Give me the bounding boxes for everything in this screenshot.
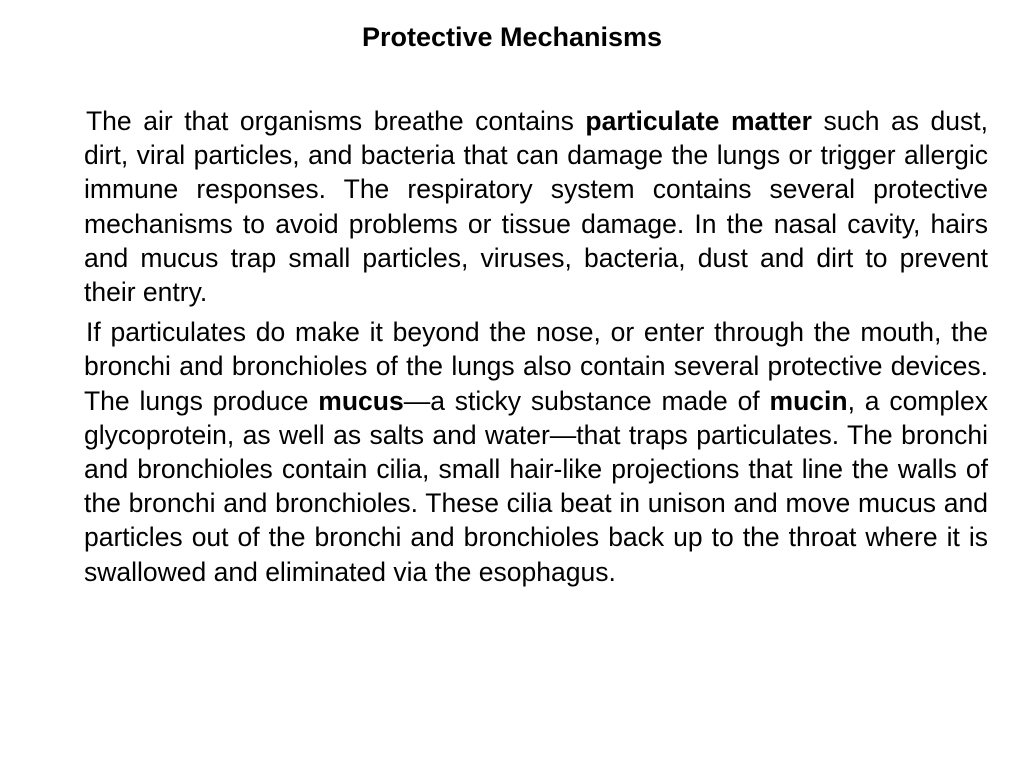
paragraph-protective-devices [84, 315, 988, 589]
term-particulate-matter: particulate matter [585, 106, 812, 136]
paragraph-text: —a sticky substance made of [403, 385, 770, 416]
paragraph-text: such as dust, dirt, viral particles, and bacteria that can damage the lungs or trigger allergic immune responses. The respiratory system contains several protective mechanisms to avoid problems or tissue damage. In the nasal cavity, hairs and mucus trap small particles, viruses, bacteria, dust and dirt to prevent their entry. [84, 106, 988, 308]
slide-body [84, 104, 988, 595]
paragraph-text: If particulates do make it beyond the nose, or enter through the mouth, the bronchi and bronchioles of the lungs also contain several protective devices. The lungs produce [84, 317, 988, 416]
term-mucus: mucus [318, 385, 404, 416]
term-mucin: mucin [769, 385, 848, 416]
paragraph-text: The air that organisms breathe contains [86, 106, 586, 136]
paragraph-particulate-matter [84, 104, 988, 309]
paragraph-text: , a complex glycoprotein, as well as salts and water—that traps particulates. The bronchi and bronchioles contain cilia, small hair-like projections that line the walls of the bronchi and bronchioles. These cilia beat in unison and move mucus and particles out of the bronchi and bronchioles back up to the throat where it is swallowed and eliminated via the esophagus. [84, 385, 988, 587]
slide-title: Protective Mechanisms [361, 22, 663, 52]
